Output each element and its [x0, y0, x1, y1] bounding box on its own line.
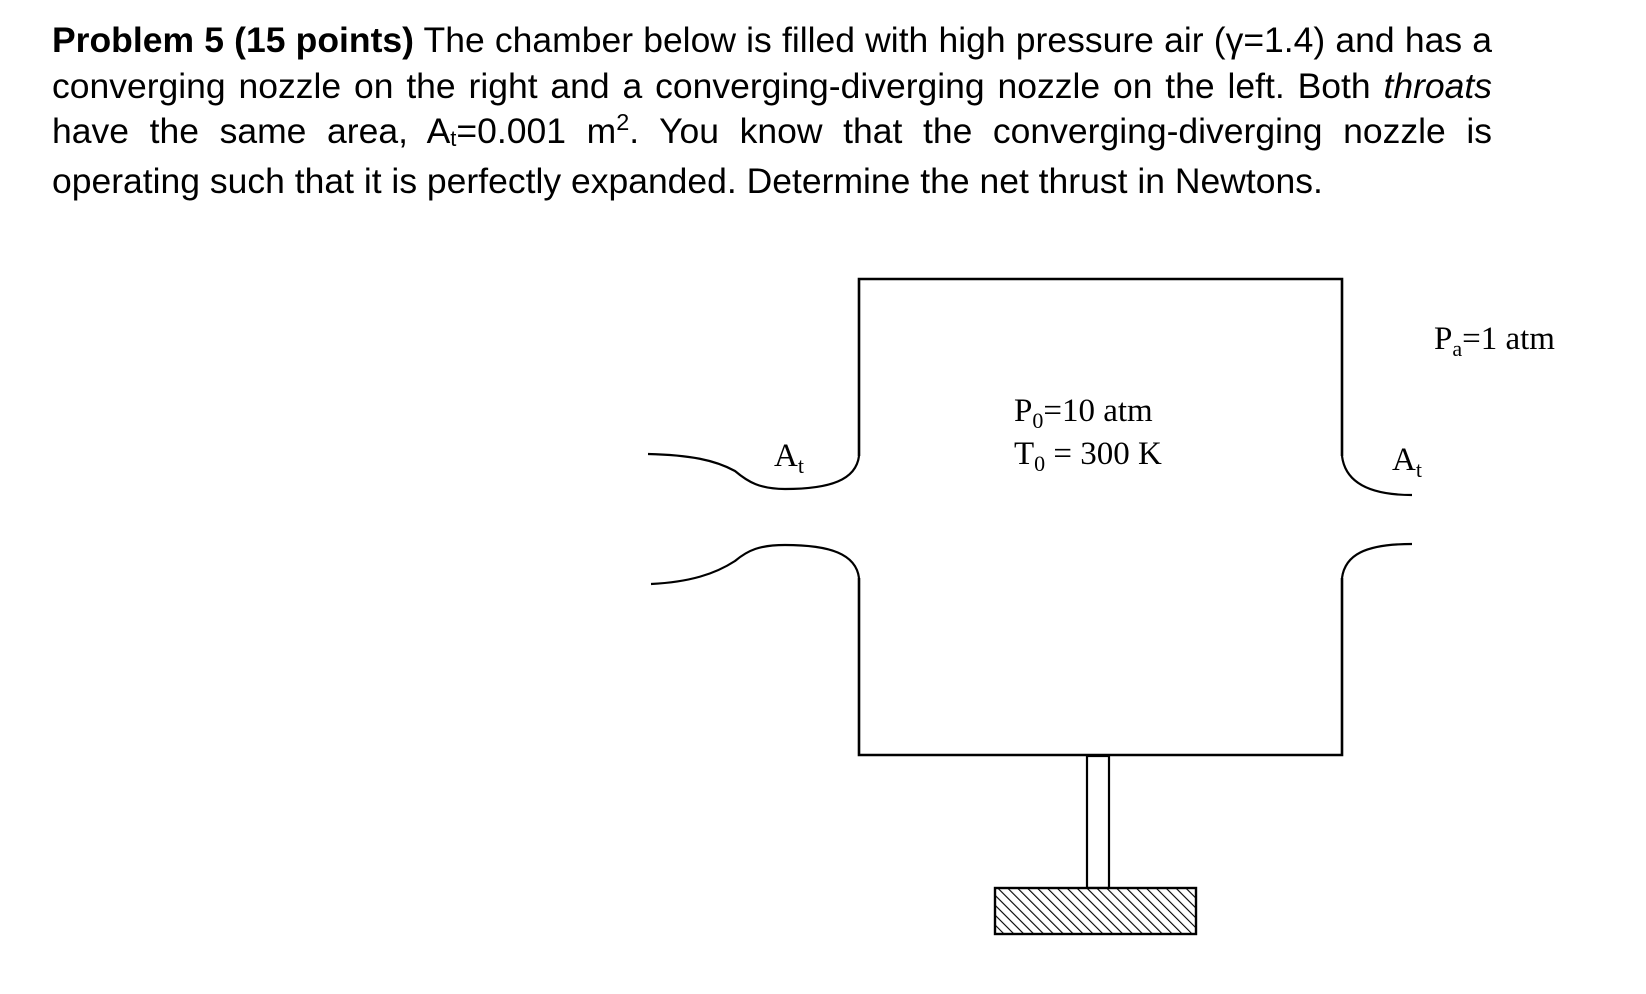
throat-area-subscript: t	[450, 125, 457, 151]
right-converging-nozzle-lower-wall	[1342, 544, 1412, 578]
throats-word: throats	[1383, 65, 1492, 106]
problem-text-5: . You know that the converging-diverging nozzle is operating such that it is perfectly expanded. Determine the net thrust in Newtons.	[52, 111, 1492, 201]
problem-text-2: =1.4) and has a converging nozzle on the right and a converging-diverging nozzle on the left. Both	[52, 20, 1493, 106]
problem-text-3: have the same area, A	[52, 111, 451, 151]
area-unit-exponent: 2	[616, 109, 630, 136]
support-post	[1087, 756, 1109, 888]
stagnation-temperature-label: $T_0 = 300$ K	[1014, 436, 1162, 476]
stagnation-pressure-label: $P_0=10$ atm	[1014, 393, 1153, 433]
ground-base-hatched	[995, 888, 1196, 934]
right-throat-area-label: $A_t$	[1392, 442, 1422, 482]
gamma-symbol: γ	[1225, 20, 1244, 60]
problem-text-1: The chamber below is filled with high pressure air (	[423, 20, 1226, 60]
problem-label: Problem 5 (15 points)	[52, 20, 414, 60]
left-cd-nozzle-lower-wall	[651, 545, 859, 584]
ambient-pressure-label: $P_a=1$ atm	[1434, 321, 1555, 361]
problem-text-4: =0.001 m	[456, 111, 617, 151]
chamber-wall-bottom	[859, 578, 1342, 755]
chamber-wall-top	[859, 279, 1342, 456]
left-throat-area-label: $A_t$	[774, 438, 804, 478]
left-cd-nozzle-upper-wall	[648, 454, 859, 489]
